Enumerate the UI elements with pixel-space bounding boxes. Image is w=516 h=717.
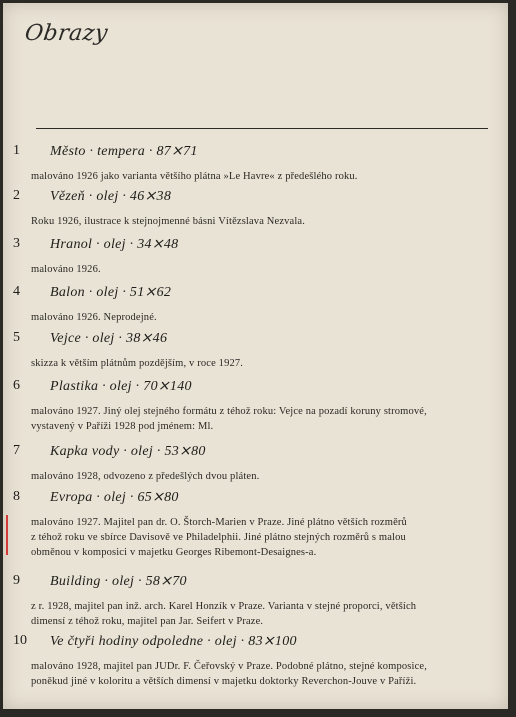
entry-number: 4 (13, 284, 20, 299)
entry-number: 1 (13, 143, 20, 158)
entry-description (31, 515, 491, 560)
description-line: malováno 1926. (31, 264, 101, 275)
description-line: vystavený v Paříži 1928 pod jménem: Ml. (31, 421, 214, 432)
entry-description (31, 659, 491, 689)
description-line: malováno 1926 jako varianta většího plátna »Le Havre« z předešlého roku. (31, 171, 358, 182)
description-line: obměnou v komposici v majetku Georges Ribemont-Desaignes-a. (31, 547, 317, 558)
entry-number: 6 (13, 378, 20, 393)
entry-description (31, 169, 491, 184)
entry-description (31, 262, 491, 277)
description-line: z r. 1928, majitel pan inž. arch. Karel Honzík v Praze. Varianta v stejné proporci, větších (31, 601, 417, 612)
entry-description (31, 310, 491, 325)
entry-description (31, 356, 491, 371)
entry-number: 8 (13, 489, 20, 504)
entry-number: 5 (13, 330, 20, 345)
entry-title: Město · tempera · 87⨯71 (50, 144, 198, 159)
description-line: Roku 1926, ilustrace k stejnojmenné básni Vítězslava Nezvala. (31, 216, 306, 227)
entry-title: Evropa · olej · 65⨯80 (50, 490, 179, 505)
description-line: poněkud jiné v koloritu a větších dimensí v majetku doktorky Reverchon-Jouve v Paříži. (31, 676, 417, 687)
entry-description (31, 404, 491, 434)
red-margin-mark (6, 515, 8, 555)
page-heading: Obrazy (23, 21, 110, 46)
description-line: malováno 1928, majitel pan JUDr. F. Čeřovský v Praze. Podobné plátno, stejné komposice, (31, 661, 427, 672)
entry-number: 7 (13, 443, 20, 458)
entry-number: 2 (13, 188, 20, 203)
description-line: malováno 1926. Neprodejné. (31, 312, 157, 323)
entry-description (31, 214, 491, 229)
entry-title: Vězeň · olej · 46⨯38 (50, 189, 172, 204)
entry-description (31, 469, 491, 484)
entry-title: Hranol · olej · 34⨯48 (50, 237, 179, 252)
entry-number: 10 (13, 633, 27, 648)
entry-title: Ve čtyři hodiny odpoledne · olej · 83⨯100 (50, 634, 297, 649)
description-line: malováno 1927. Majitel pan dr. O. Štorch-Marien v Praze. Jiné plátno větších rozměrů (31, 517, 407, 528)
entry-title: Plastika · olej · 70⨯140 (50, 379, 192, 394)
description-line: z téhož roku ve sbírce Davisově ve Philadelphii. Jiné plátno stejných rozměrů s malou (31, 532, 406, 543)
entry-number: 9 (13, 573, 20, 588)
entry-description (31, 599, 491, 629)
heading-rule (36, 128, 488, 129)
entry-title: Building · olej · 58⨯70 (50, 574, 187, 589)
description-line: malováno 1928, odvozeno z předešlých dvou pláten. (31, 471, 260, 482)
entry-number: 3 (13, 236, 20, 251)
description-line: dimensí z téhož roku, majitel pan Jar. Seifert v Praze. (31, 616, 264, 627)
description-line: skizza k větším plátnům pozdějším, v roce 1927. (31, 358, 244, 369)
entry-title: Kapka vody · olej · 53⨯80 (50, 444, 206, 459)
book-page (3, 3, 508, 709)
entry-title: Vejce · olej · 38⨯46 (50, 331, 168, 346)
entry-title: Balon · olej · 51⨯62 (50, 285, 172, 300)
description-line: malováno 1927. Jiný olej stejného formátu z téhož roku: Vejce na pozadí koruny stromové, (31, 406, 427, 417)
